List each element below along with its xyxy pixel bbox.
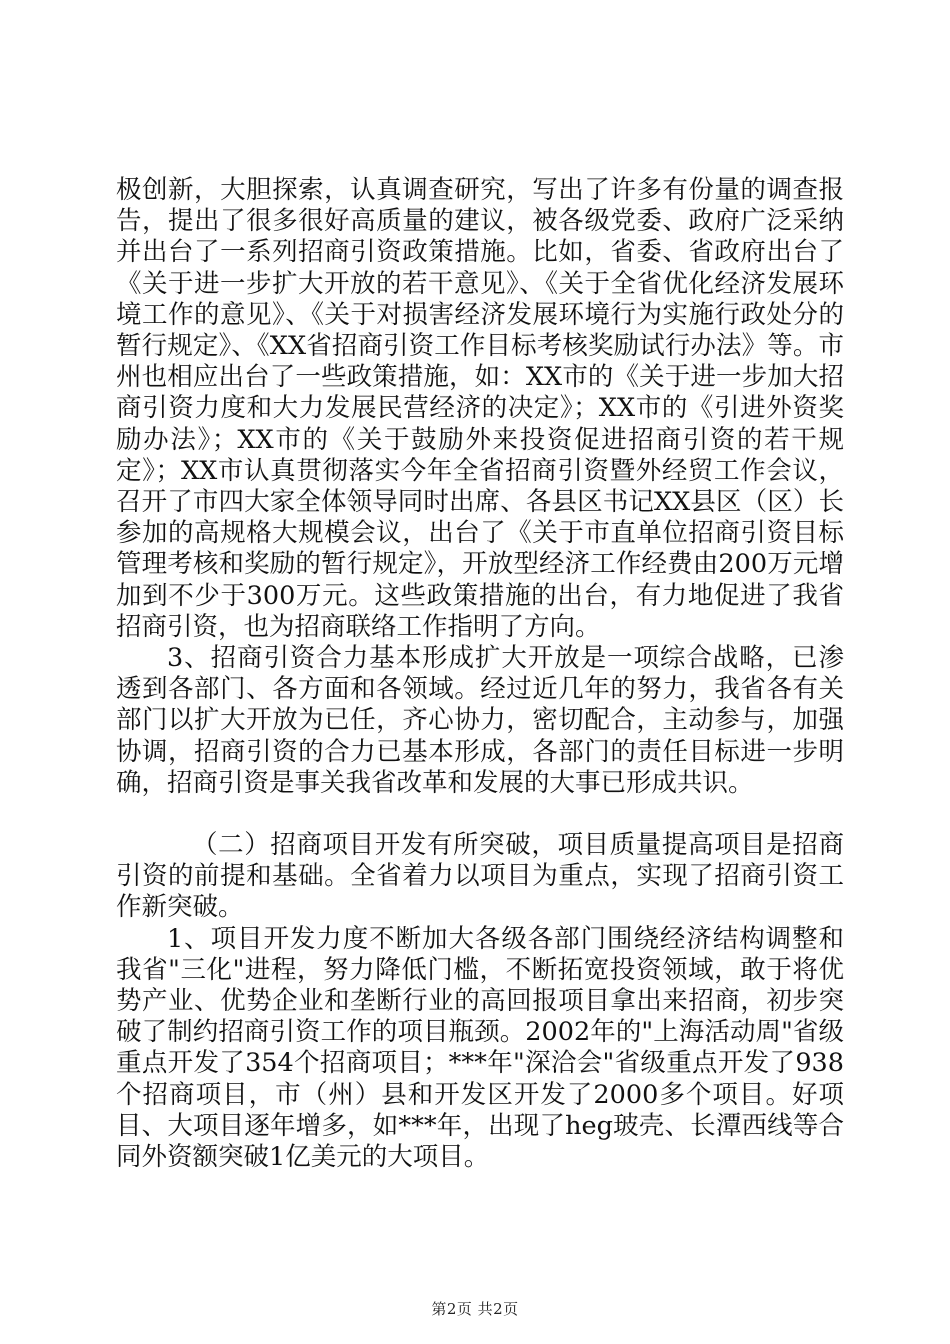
paragraph-policy-measures: 极创新，大胆探索，认真调查研究，写出了许多有份量的调查报告，提出了很多很好高质量的建议，被各级党委、政府广泛采纳并出台了一系列招商引资政策措施。比如，省委、省政府出台了《关于进一步扩大开放的若干意见》、《关于全省优化经济发展环境工作的意见》、《关于对损害经济发展环境行为实施行政处分的暂行规定》、《XX省招商引资工作目标考核奖励试行办法》等。市州也相应出台了一些政策措施，如：XX市的《关于进一步加大招商引资力度和大力发展民营经济的决定》；XX市的《引进外资奖励办法》；XX市的《关于鼓励外来投资促进招商引资的若干规定》；XX市认真贯彻落实今年全省招商引资暨外经贸工作会议，召开了市四大家全体领导同时出席、各县区书记XX县区（区）长参加的高规格大规模会议，出台了《关于市直单位招商引资目标管理考核和奖励的暂行规定》，开放型经济工作经费由200万元增加到不少于300万元。这些政策措施的出台，有力地促进了我省招商引资，也为招商联络工作指明了方向。 <box>116 175 844 642</box>
page-footer: 第2页 共2页 <box>431 1300 519 1318</box>
paragraph-project-development: 1、项目开发力度不断加大各级各部门围绕经济结构调整和我省"三化"进程，努力降低门槛，不断拓宽投资领域，敢于将优势产业、优势企业和垄断行业的高回报项目拿出来招商，初步突破了制约招商引资工作的项目瓶颈。2002年的"上海活动周"省级重点开发了354个招商项目；***年"深洽会"省级重点开发了938个招商项目，市（州）县和开发区开发了2000多个项目。好项目、大项目逐年增多，如***年，出现了heg玻壳、长潭西线等合同外资额突破1亿美元的大项目。 <box>116 923 844 1173</box>
paragraph-section-two-heading: （二）招商项目开发有所突破，项目质量提高项目是招商引资的前提和基础。全省着力以项目为重点，实现了招商引资工作新突破。 <box>116 830 844 923</box>
paragraph-joint-force: 3、招商引资合力基本形成扩大开放是一项综合战略，已渗透到各部门、各方面和各领域。经过近几年的努力，我省各有关部门以扩大开放为已任，齐心协力，密切配合，主动参与，加强协调，招商引资的合力已基本形成，各部门的责任目标进一步明确，招商引资是事关我省改革和发展的大事已形成共识。 <box>116 643 844 798</box>
document-body <box>116 175 844 1173</box>
